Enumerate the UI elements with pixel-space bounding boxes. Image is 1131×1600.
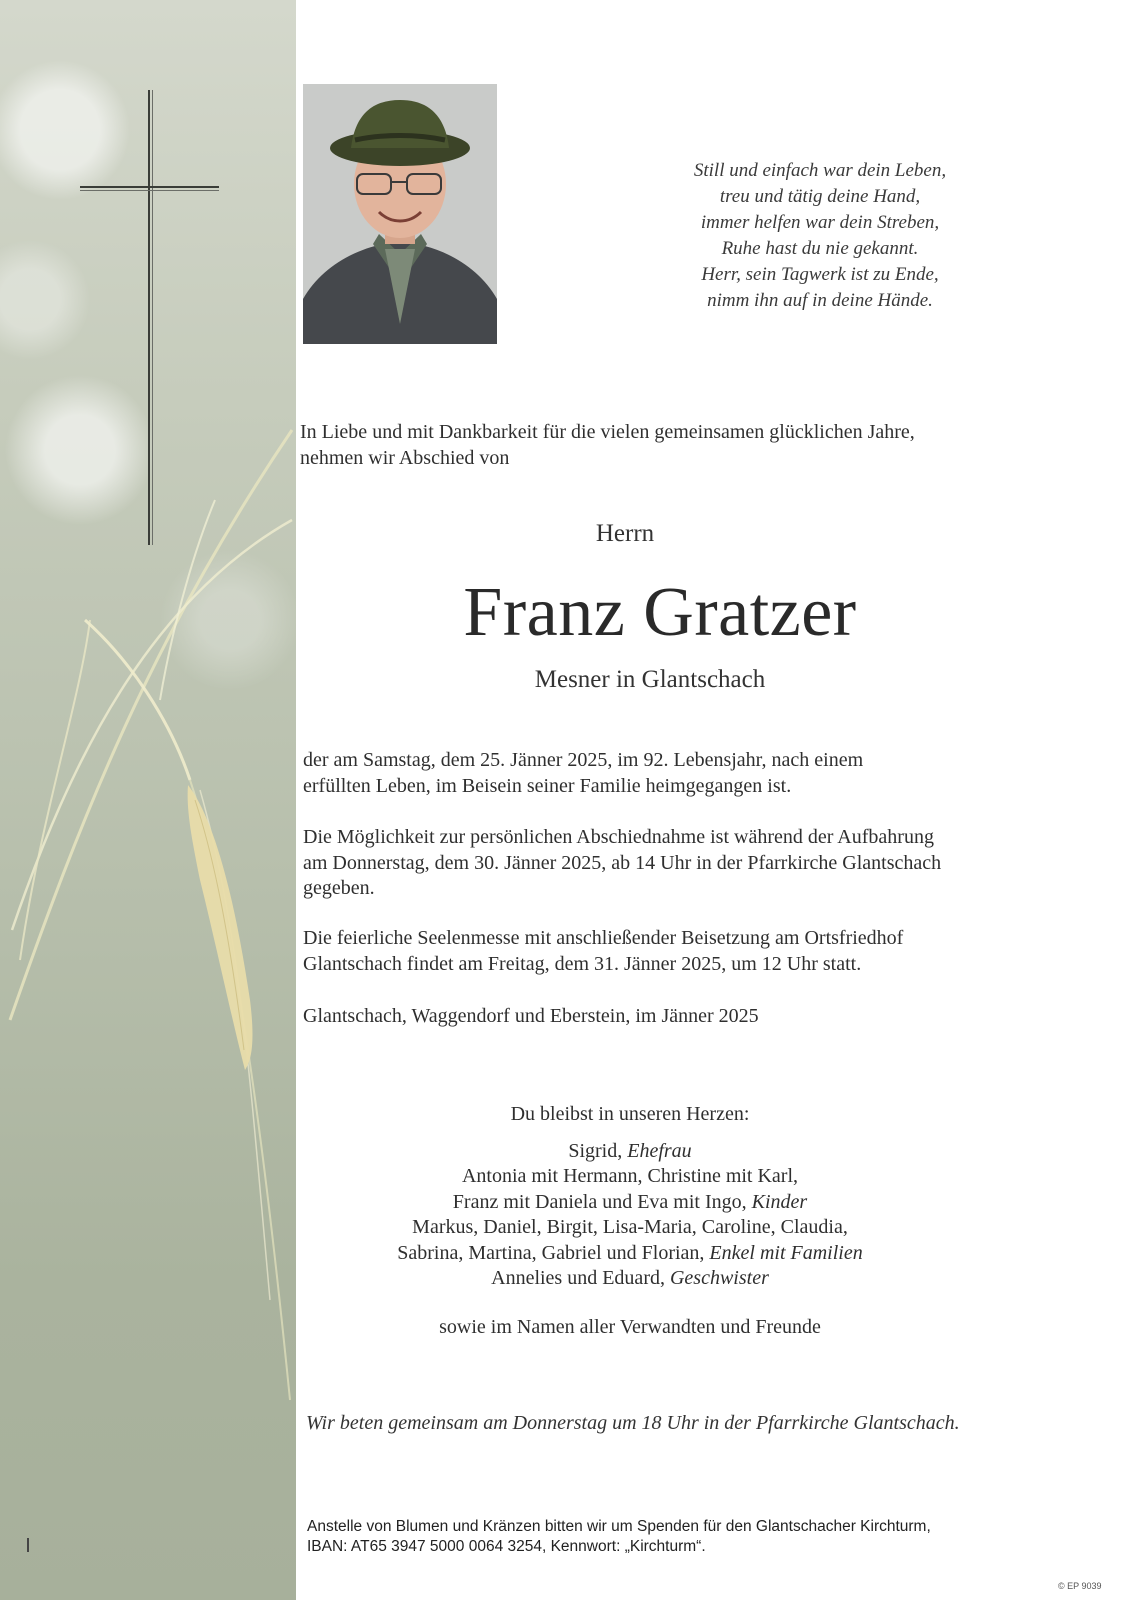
- viewing-paragraph: [303, 825, 1063, 902]
- mourner-line: Sabrina, Martina, Gabriel und Florian, Enkel mit Familien: [397, 1241, 863, 1264]
- poem-line: Herr, sein Tagwerk ist zu Ende,: [701, 264, 939, 285]
- mourner-line: Markus, Daniel, Birgit, Lisa-Maria, Caroline, Claudia,: [412, 1216, 848, 1238]
- mourner-line: Annelies und Eduard, Geschwister: [491, 1267, 769, 1289]
- deceased-role: Mesner in Glantschach: [534, 666, 766, 693]
- wheat-stem: [20, 620, 90, 960]
- wheat-stem: [12, 520, 292, 930]
- mourner-line: Sigrid, Ehefrau: [568, 1139, 692, 1162]
- wheat-illustration: [0, 0, 296, 1600]
- paragraph-line: Glantschach, Waggendorf und Eberstein, im Jänner 2025: [303, 1005, 759, 1027]
- paragraph-line: am Donnerstag, dem 30. Jänner 2025, ab 14 Uhr in der Pfarrkirche Glantschach: [303, 851, 942, 874]
- death-notice-paragraph: [303, 748, 1063, 799]
- funeral-paragraph: [303, 926, 1063, 977]
- portrait-illustration: [303, 84, 497, 344]
- poem: [600, 158, 1040, 314]
- mourners-list: [330, 1102, 930, 1340]
- mourner-line: Franz mit Daniela und Eva mit Ingo, Kinder: [452, 1190, 808, 1213]
- cross-icon-vertical: [148, 90, 150, 545]
- intro-line: nehmen wir Abschied von: [300, 447, 510, 469]
- donation-line: Anstelle von Blumen und Kränzen bitten wir um Spenden für den Glantschacher Kirchturm,: [307, 1518, 931, 1535]
- paragraph-line: Die feierliche Seelenmesse mit anschließender Beisetzung am Ortsfriedhof: [303, 927, 904, 949]
- paragraph-line: gegeben.: [303, 877, 375, 899]
- paragraph-line: Die Möglichkeit zur persönlichen Abschiednahme ist während der Aufbahrung: [303, 826, 934, 848]
- intro-line: In Liebe und mit Dankbarkeit für die vielen gemeinsamen glücklichen Jahre,: [300, 421, 915, 443]
- footer-code: © EP 9039: [1058, 1581, 1102, 1591]
- poem-line: Ruhe hast du nie gekannt.: [721, 238, 919, 259]
- donation-notice: [307, 1517, 1067, 1557]
- poem-line: nimm ihn auf in deine Hände.: [707, 290, 933, 311]
- salutation: Herrn: [595, 520, 655, 547]
- intro-text: [300, 419, 1020, 471]
- prayer-notice: Wir beten gemeinsam am Donnerstag um 18 Uhr in der Pfarrkirche Glantschach.: [306, 1412, 960, 1434]
- wheat-stem: [10, 430, 292, 1020]
- poem-line: treu und tätig deine Hand,: [719, 186, 921, 207]
- paragraph-line: Glantschach findet am Freitag, dem 31. Jänner 2025, um 12 Uhr statt.: [303, 952, 862, 975]
- donation-iban: IBAN: AT65 3947 5000 0064 3254, Kennwort: „Kirchturm“.: [307, 1538, 706, 1555]
- place-date-paragraph: [303, 1004, 1063, 1030]
- poem-line: immer helfen war dein Streben,: [700, 212, 940, 233]
- paragraph-line: erfüllten Leben, im Beisein seiner Familie heimgegangen ist.: [303, 774, 792, 797]
- margin-mark: [27, 1538, 29, 1552]
- mourners-heading: Du bleibst in unseren Herzen:: [510, 1103, 750, 1125]
- mourners-closing: sowie im Namen aller Verwandten und Freunde: [439, 1315, 821, 1338]
- mourner-line: Antonia mit Hermann, Christine mit Karl,: [461, 1165, 799, 1187]
- cross-icon-horizontal: [80, 186, 219, 188]
- paragraph-line: der am Samstag, dem 25. Jänner 2025, im 92. Lebensjahr, nach einem: [303, 749, 864, 771]
- decorative-side-panel: [0, 0, 296, 1600]
- poem-line: Still und einfach war dein Leben,: [693, 160, 947, 181]
- deceased-name: Franz Gratzer: [463, 574, 857, 651]
- portrait-photo: [303, 84, 497, 344]
- wheat-ear: [188, 785, 253, 1070]
